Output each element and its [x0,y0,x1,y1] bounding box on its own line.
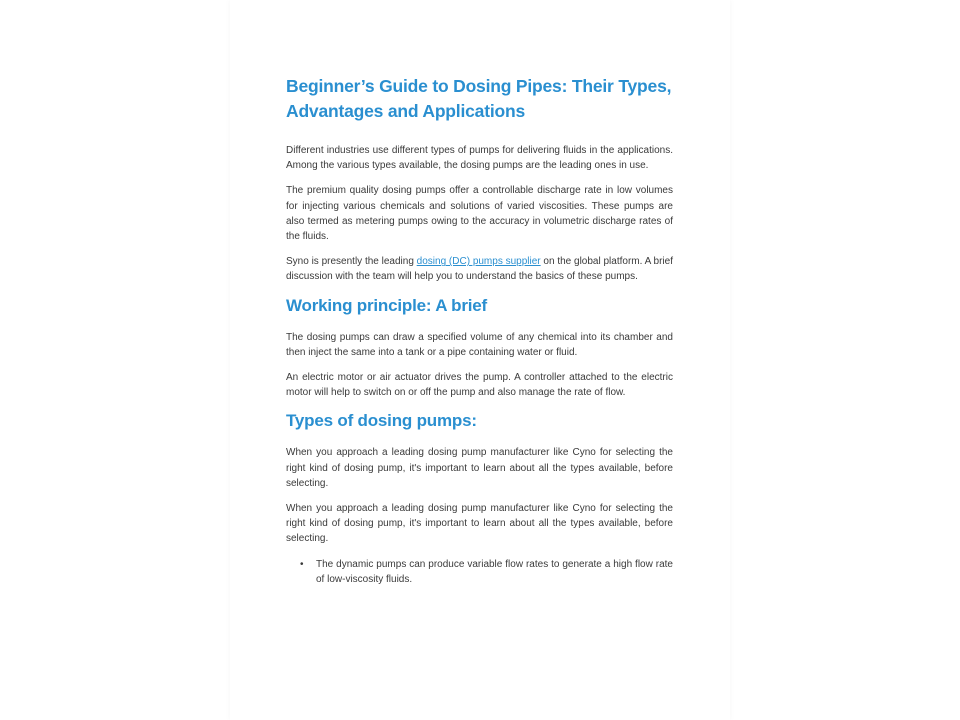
section-heading-working-principle: Working principle: A brief [286,295,488,315]
document-content [286,74,673,587]
section-heading-types: Types of dosing pumps: [286,411,477,431]
list-item-text: The dynamic pumps can produce variable flow rates to generate a high flow rate of low-viscosity fluids. [316,558,673,585]
bullet-icon: • [300,558,304,570]
working-principle-paragraph-1: The dosing pumps can draw a specified volume of any chemical into its chamber and then inject the same into a tank or a pipe containing water or fluid. [286,331,673,358]
types-bullet-list [286,557,673,587]
dosing-pumps-supplier-link[interactable]: dosing (DC) pumps supplier [416,256,541,268]
intro-paragraph-2: The premium quality dosing pumps offer a controllable discharge rate in low volumes for injecting various chemicals and solutions of varied viscosities. These pumps are also termed as metering pumps owing to the accuracy in volumetric discharge rates of the fluids. [286,185,673,243]
working-principle-paragraph-2: An electric motor or air actuator drives the pump. A controller attached to the electric motor will help to switch on or off the pump and also manage the rate of flow. [286,372,673,399]
page-title: Beginner’s Guide to Dosing Pipes: Their Types, Advantages and Applications [286,76,672,121]
types-paragraph-2: When you approach a leading dosing pump manufacturer like Cyno for selecting the right kind of dosing pump, it's important to learn about all the types available, before selecting. [286,503,673,545]
intro-paragraph-1: Different industries use different types of pumps for delivering fluids in the applications. Among the various types available, the dosing pumps are the leading ones in use. [286,145,673,172]
types-paragraph-1: When you approach a leading dosing pump manufacturer like Cyno for selecting the right kind of dosing pump, it's important to learn about all the types available, before selecting. [286,447,673,489]
list-item [300,557,673,587]
supplier-paragraph [286,254,673,284]
supplier-text-before: Syno is presently the leading [286,256,417,268]
supplier-text-after: on the global platform. A brief discussion with the team will help you to understand the basics of these pumps. [286,256,673,283]
